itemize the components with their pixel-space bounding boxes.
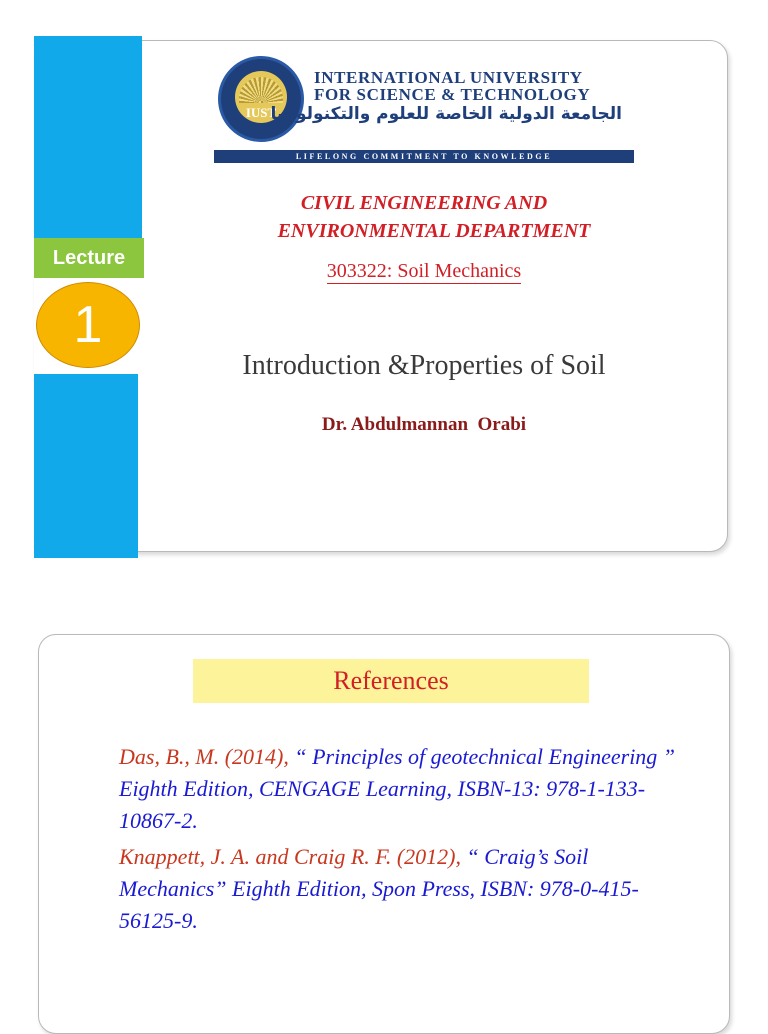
- university-name-line1: INTERNATIONAL UNIVERSITY: [314, 68, 583, 87]
- author-name: Dr. Abdulmannan Orabi: [321, 414, 527, 435]
- reference-author: Das, B., M. (2014),: [119, 744, 295, 769]
- reference-details: “ Craig’s Soil Mechanics” Eighth Edition, Spon Press, ISBN: 978-0-415-56125-9.: [119, 844, 639, 933]
- university-motto: LIFELONG COMMITMENT TO KNOWLEDGE: [214, 150, 634, 163]
- university-name-line2: FOR SCIENCE & TECHNOLOGY: [314, 85, 591, 104]
- lecture-label: Lecture: [34, 238, 144, 278]
- references-list: [119, 741, 679, 941]
- seal-text: IUST: [245, 105, 277, 120]
- reference-author: Knappett, J. A. and Craig R. F. (2012),: [119, 844, 467, 869]
- course-code: [164, 260, 684, 283]
- references-slide: [38, 634, 730, 1034]
- title-slide: [34, 36, 728, 552]
- reference-item: [119, 741, 679, 837]
- university-name-arabic: الجامعة الدولية الخاصة للعلوم والتكنولوجيا: [270, 104, 622, 124]
- university-seal-icon: [218, 56, 304, 142]
- course-code-text: 303322: Soil Mechanics: [326, 260, 522, 282]
- accent-bar-top: [34, 36, 142, 238]
- department-line2: ENVIRONMENTAL DEPARTMENT: [277, 220, 591, 242]
- seal-rays: [239, 77, 283, 103]
- references-heading: References: [193, 659, 589, 703]
- accent-bar-bottom: [34, 374, 138, 558]
- lecture-number-badge: 1: [36, 282, 140, 368]
- lecture-title: Introduction &Properties of Soil: [242, 350, 606, 381]
- department-line1: CIVIL ENGINEERING AND: [300, 192, 548, 214]
- reference-item: [119, 841, 679, 937]
- reference-details: “ Principles of geotechnical Engineering ” Eighth Edition, CENGAGE Learning, ISBN-13: 978-1-133-10867-2.: [119, 744, 676, 833]
- university-logo: [214, 56, 634, 164]
